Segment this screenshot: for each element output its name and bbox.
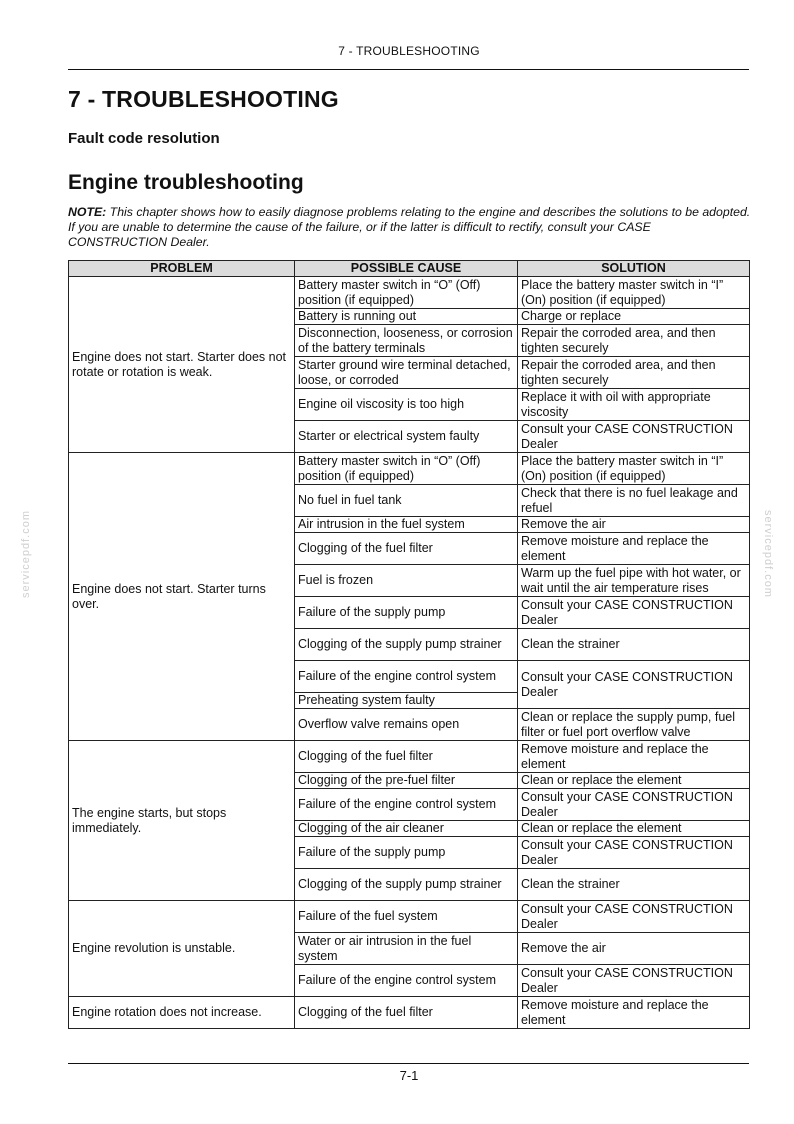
header-rule <box>68 69 749 70</box>
note-paragraph <box>68 205 752 250</box>
solution-cell: Check that there is no fuel leakage and refuel <box>518 485 750 517</box>
solution-cell: Clean or replace the supply pump, fuel filter or fuel port overflow valve <box>518 709 750 741</box>
header-problem: PROBLEM <box>69 261 295 277</box>
problem-cell: Engine does not start. Starter does not rotate or rotation is weak. <box>69 277 295 453</box>
cause-cell: Starter or electrical system faulty <box>295 421 518 453</box>
table-row <box>69 741 750 773</box>
section-heading: Fault code resolution <box>68 130 220 147</box>
cause-cell: Battery master switch in “O” (Off) position (if equipped) <box>295 453 518 485</box>
solution-cell: Remove the air <box>518 933 750 965</box>
cause-cell: Clogging of the pre-fuel filter <box>295 773 518 789</box>
solution-cell: Consult your CASE CONSTRUCTION Dealer <box>518 597 750 629</box>
cause-cell: Failure of the engine control system <box>295 965 518 997</box>
solution-cell: Consult your CASE CONSTRUCTION Dealer <box>518 421 750 453</box>
page-title: 7 - TROUBLESHOOTING <box>68 86 339 112</box>
solution-cell: Repair the corroded area, and then tighten securely <box>518 357 750 389</box>
problem-cell: Engine revolution is unstable. <box>69 901 295 997</box>
solution-cell: Repair the corroded area, and then tighten securely <box>518 325 750 357</box>
header-possible-cause: POSSIBLE CAUSE <box>295 261 518 277</box>
table-row <box>69 901 750 933</box>
cause-cell: Failure of the engine control system <box>295 789 518 821</box>
solution-cell: Clean or replace the element <box>518 821 750 837</box>
cause-cell: Preheating system faulty <box>295 693 518 709</box>
solution-cell: Clean or replace the element <box>518 773 750 789</box>
watermark-right: servicepdf.com <box>762 510 774 598</box>
solution-cell: Consult your CASE CONSTRUCTION Dealer <box>518 661 750 709</box>
cause-cell: Battery is running out <box>295 309 518 325</box>
cause-cell: Clogging of the fuel filter <box>295 533 518 565</box>
cause-cell: Battery master switch in “O” (Off) position (if equipped) <box>295 277 518 309</box>
solution-cell: Clean the strainer <box>518 629 750 661</box>
solution-cell: Warm up the fuel pipe with hot water, or wait until the air temperature rises <box>518 565 750 597</box>
cause-cell: Engine oil viscosity is too high <box>295 389 518 421</box>
cause-cell: Water or air intrusion in the fuel system <box>295 933 518 965</box>
cause-cell: Air intrusion in the fuel system <box>295 517 518 533</box>
solution-cell: Remove the air <box>518 517 750 533</box>
solution-cell: Consult your CASE CONSTRUCTION Dealer <box>518 965 750 997</box>
subsection-heading: Engine troubleshooting <box>68 171 304 194</box>
note-text: This chapter shows how to easily diagnose problems relating to the engine and describes the solutions to be adopted. If you are unable to determine the cause of the failure, or if the latter is difficult to rectify, consult your CASE CONSTRUCTION Dealer. <box>68 205 751 249</box>
cause-cell: Failure of the engine control system <box>295 661 518 693</box>
table-header-row <box>69 261 750 277</box>
cause-cell: Clogging of the air cleaner <box>295 821 518 837</box>
cause-cell: Clogging of the supply pump strainer <box>295 629 518 661</box>
table-row <box>69 277 750 309</box>
solution-cell: Consult your CASE CONSTRUCTION Dealer <box>518 837 750 869</box>
running-header: 7 - TROUBLESHOOTING <box>338 44 480 58</box>
table-row <box>69 997 750 1029</box>
solution-cell: Remove moisture and replace the element <box>518 741 750 773</box>
cause-cell: No fuel in fuel tank <box>295 485 518 517</box>
table-row <box>69 453 750 485</box>
solution-cell: Charge or replace <box>518 309 750 325</box>
cause-cell: Failure of the fuel system <box>295 901 518 933</box>
cause-cell: Overflow valve remains open <box>295 709 518 741</box>
solution-cell: Consult your CASE CONSTRUCTION Dealer <box>518 789 750 821</box>
solution-cell: Clean the strainer <box>518 869 750 901</box>
header-solution: SOLUTION <box>518 261 750 277</box>
cause-cell: Fuel is frozen <box>295 565 518 597</box>
cause-cell: Failure of the supply pump <box>295 597 518 629</box>
cause-cell: Disconnection, looseness, or corrosion of the battery terminals <box>295 325 518 357</box>
problem-cell: The engine starts, but stops immediately. <box>69 741 295 901</box>
watermark-left: servicepdf.com <box>20 510 32 598</box>
solution-cell: Place the battery master switch in “I” (On) position (if equipped) <box>518 453 750 485</box>
solution-cell: Consult your CASE CONSTRUCTION Dealer <box>518 901 750 933</box>
solution-cell: Remove moisture and replace the element <box>518 997 750 1029</box>
note-label: NOTE: <box>68 205 107 219</box>
solution-cell: Remove moisture and replace the element <box>518 533 750 565</box>
problem-cell: Engine rotation does not increase. <box>69 997 295 1029</box>
footer-rule <box>68 1063 749 1064</box>
cause-cell: Clogging of the fuel filter <box>295 997 518 1029</box>
solution-cell: Replace it with oil with appropriate viscosity <box>518 389 750 421</box>
solution-cell: Place the battery master switch in “I” (On) position (if equipped) <box>518 277 750 309</box>
problem-cell: Engine does not start. Starter turns over. <box>69 453 295 741</box>
page-number: 7-1 <box>399 1068 419 1083</box>
cause-cell: Starter ground wire terminal detached, loose, or corroded <box>295 357 518 389</box>
cause-cell: Clogging of the supply pump strainer <box>295 869 518 901</box>
table-body <box>69 277 750 1029</box>
troubleshooting-table <box>68 260 750 1029</box>
cause-cell: Failure of the supply pump <box>295 837 518 869</box>
cause-cell: Clogging of the fuel filter <box>295 741 518 773</box>
